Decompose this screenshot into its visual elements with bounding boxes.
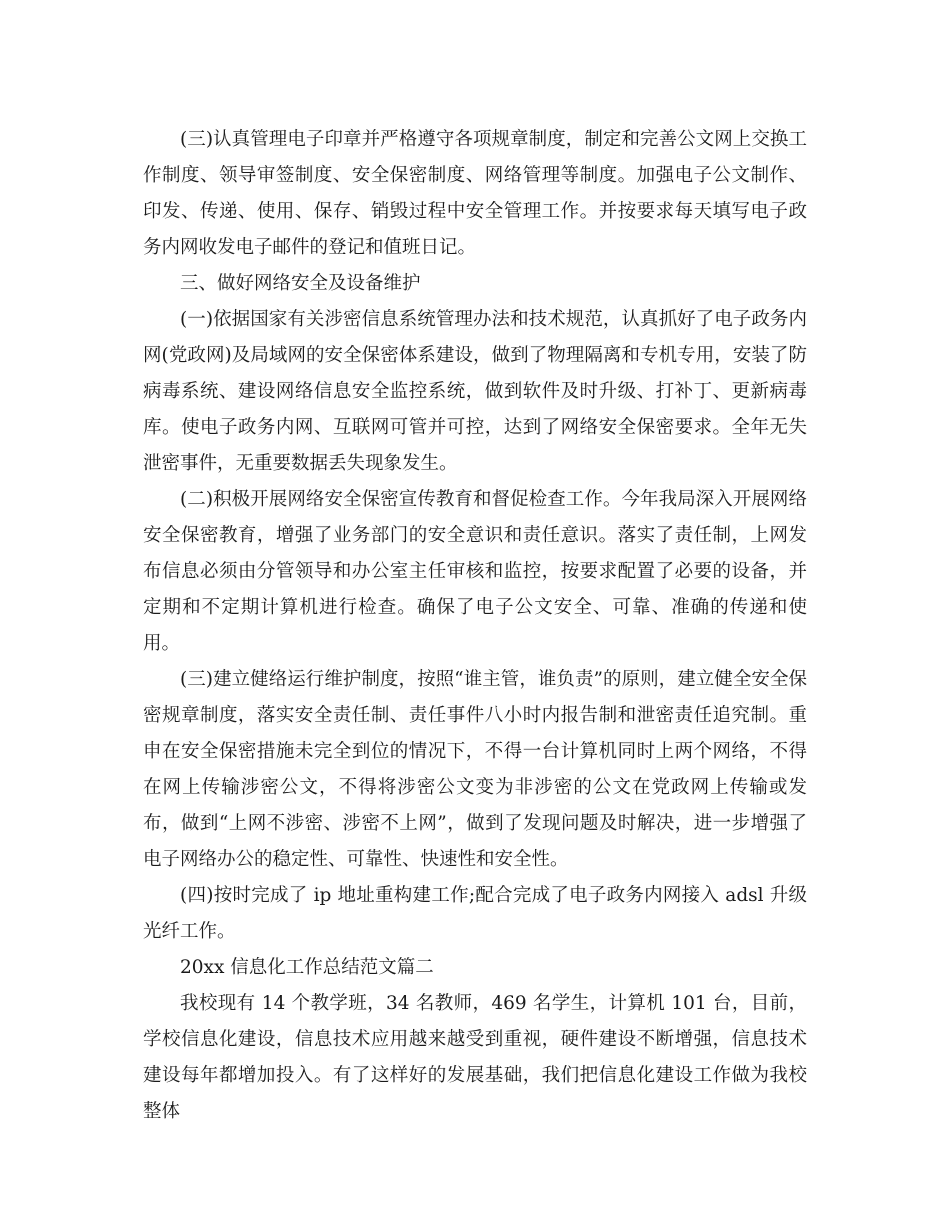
paragraph-ip-reconstruction: (四)按时完成了 ip 地址重构建工作;配合完成了电子政务内网接入 adsl 升级光纤工作。 — [143, 885, 807, 942]
paragraph-e-seal-management: (三)认真管理电子印章并严格遵守各项规章制度，制定和完善公文网上交换工作制度、领导审签制度、安全保密制度、网络管理等制度。加强电子公文制作、印发、传递、使用、保存、销毁过程中安全管理工作。并按要求每天填写电子政务内网收发电子邮件的登记和值班日记。 — [143, 129, 807, 258]
section-heading-sample-two: 20xx 信息化工作总结范文篇二 — [180, 957, 434, 978]
paragraph-security-education: (二)积极开展网络安全保密宣传教育和督促检查工作。今年我局深入开展网络安全保密教育，增强了业务部门的安全意识和责任意识。落实了责任制，上网发布信息必须由分管领导和办公室主任审核和监控，按要求配置了必要的设备，并定期和不定期计算机进行检查。确保了电子公文安全、可靠、准确的传递和使用。 — [143, 489, 807, 654]
paragraph-maintenance-system: (三)建立健络运行维护制度，按照“谁主管，谁负责”的原则，建立健全安全保密规章制度，落实安全责任制、责任事件八小时内报告制和泄密责任追究制。重申在安全保密措施未完全到位的情况下，不得一台计算机同时上两个网络，不得在网上传输涉密公文，不得将涉密公文变为非涉密的公文在党政网上传输或发布，做到“上网不涉密、涉密不上网”，做到了发现问题及时解决，进一步增强了电子网络办公的稳定性、可靠性、快速性和安全性。 — [143, 669, 807, 870]
paragraph-school-overview: 我校现有 14 个教学班，34 名教师，469 名学生，计算机 101 台，目前，学校信息化建设，信息技术应用越来越受到重视，硬件建设不断增强，信息技术建设每年都增加投入。有了这样好的发展基础，我们把信息化建设工作做为我校整体 — [143, 993, 807, 1122]
document-body — [143, 122, 807, 1130]
paragraph-security-system-construction: (一)依据国家有关涉密信息系统管理办法和技术规范，认真抓好了电子政务内网(党政网)及局域网的安全保密体系建设，做到了物理隔离和专机专用，安装了防病毒系统、建设网络信息安全监控系统，做到软件及时升级、打补丁、更新病毒库。使电子政务内网、互联网可管并可控，达到了网络安全保密要求。全年无失泄密事件，无重要数据丢失现象发生。 — [143, 309, 807, 474]
section-heading-network-security: 三、做好网络安全及设备维护 — [180, 273, 421, 294]
